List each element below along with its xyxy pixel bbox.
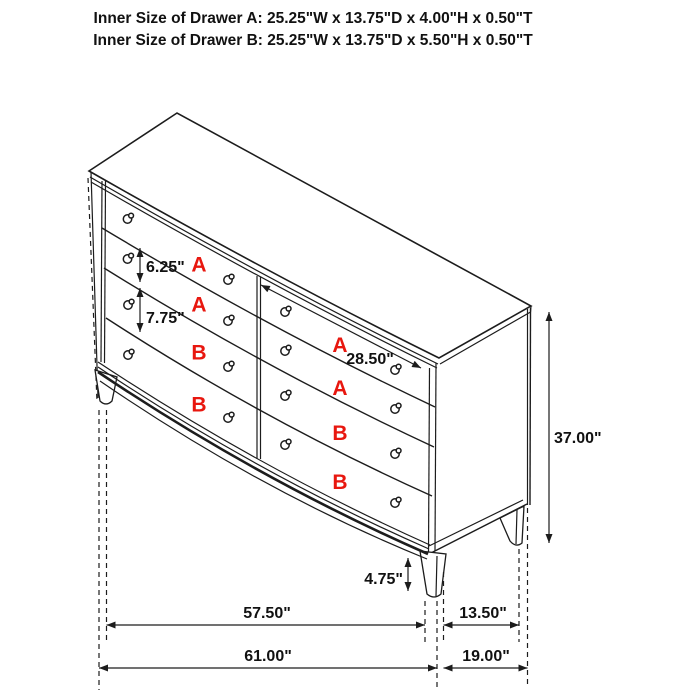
knob xyxy=(391,497,401,507)
left-stile-outer xyxy=(101,181,102,362)
front-rail-top xyxy=(98,362,430,545)
knob xyxy=(123,253,133,263)
cabinet-outline xyxy=(88,113,531,597)
knob xyxy=(391,403,401,413)
dimension-drawer-a-height: 6.25" xyxy=(146,259,185,276)
knob xyxy=(124,299,134,309)
drawer-label: A xyxy=(191,253,207,277)
knob xyxy=(281,345,291,355)
dimension-overall-width: 61.00" xyxy=(244,648,292,665)
right-stile-outer xyxy=(435,363,436,551)
drawer-a-inner-size: Inner Size of Drawer A: 25.25"W x 13.75"D x 4.00"H x 0.50"T xyxy=(93,10,533,27)
dimension-leg-height: 4.75" xyxy=(364,571,403,588)
left-outer-edge xyxy=(91,172,98,398)
knob xyxy=(224,274,234,284)
knob xyxy=(224,412,234,422)
drawer-separator-3 xyxy=(106,318,432,496)
knob xyxy=(281,390,291,400)
knob xyxy=(391,448,401,458)
drawer-label: B xyxy=(332,471,348,494)
dimension-overall-depth: 19.00" xyxy=(462,648,510,665)
side-back-edge-outer xyxy=(530,308,531,505)
drawer-label: A xyxy=(332,377,348,400)
knob xyxy=(123,213,133,223)
drawer-label: A xyxy=(191,293,207,317)
knob xyxy=(281,306,291,316)
right-stile-inner xyxy=(429,368,430,553)
dimension-overall-height: 37.00" xyxy=(554,430,602,447)
drawer-label: B xyxy=(191,341,207,365)
dimension-leg-depth: 13.50" xyxy=(459,605,507,622)
drawer-label: B xyxy=(191,393,207,417)
drawer-label: B xyxy=(332,422,348,445)
back-right-leg xyxy=(500,506,524,545)
knob xyxy=(224,361,234,371)
knob xyxy=(224,315,234,325)
knob xyxy=(281,439,291,449)
dimension-drawer-b-height: 7.75" xyxy=(146,310,185,327)
drawer-label: A xyxy=(332,334,348,357)
left-stile-inner xyxy=(105,181,106,363)
knob xyxy=(124,349,134,359)
drawer-b-inner-size: Inner Size of Drawer B: 25.25"W x 13.75"D x 5.50"H x 0.50"T xyxy=(93,32,533,50)
front-left-leg xyxy=(95,370,117,404)
dimension-front-width: 57.50" xyxy=(243,605,291,622)
dimension-half-width: 28.50" xyxy=(346,351,394,368)
